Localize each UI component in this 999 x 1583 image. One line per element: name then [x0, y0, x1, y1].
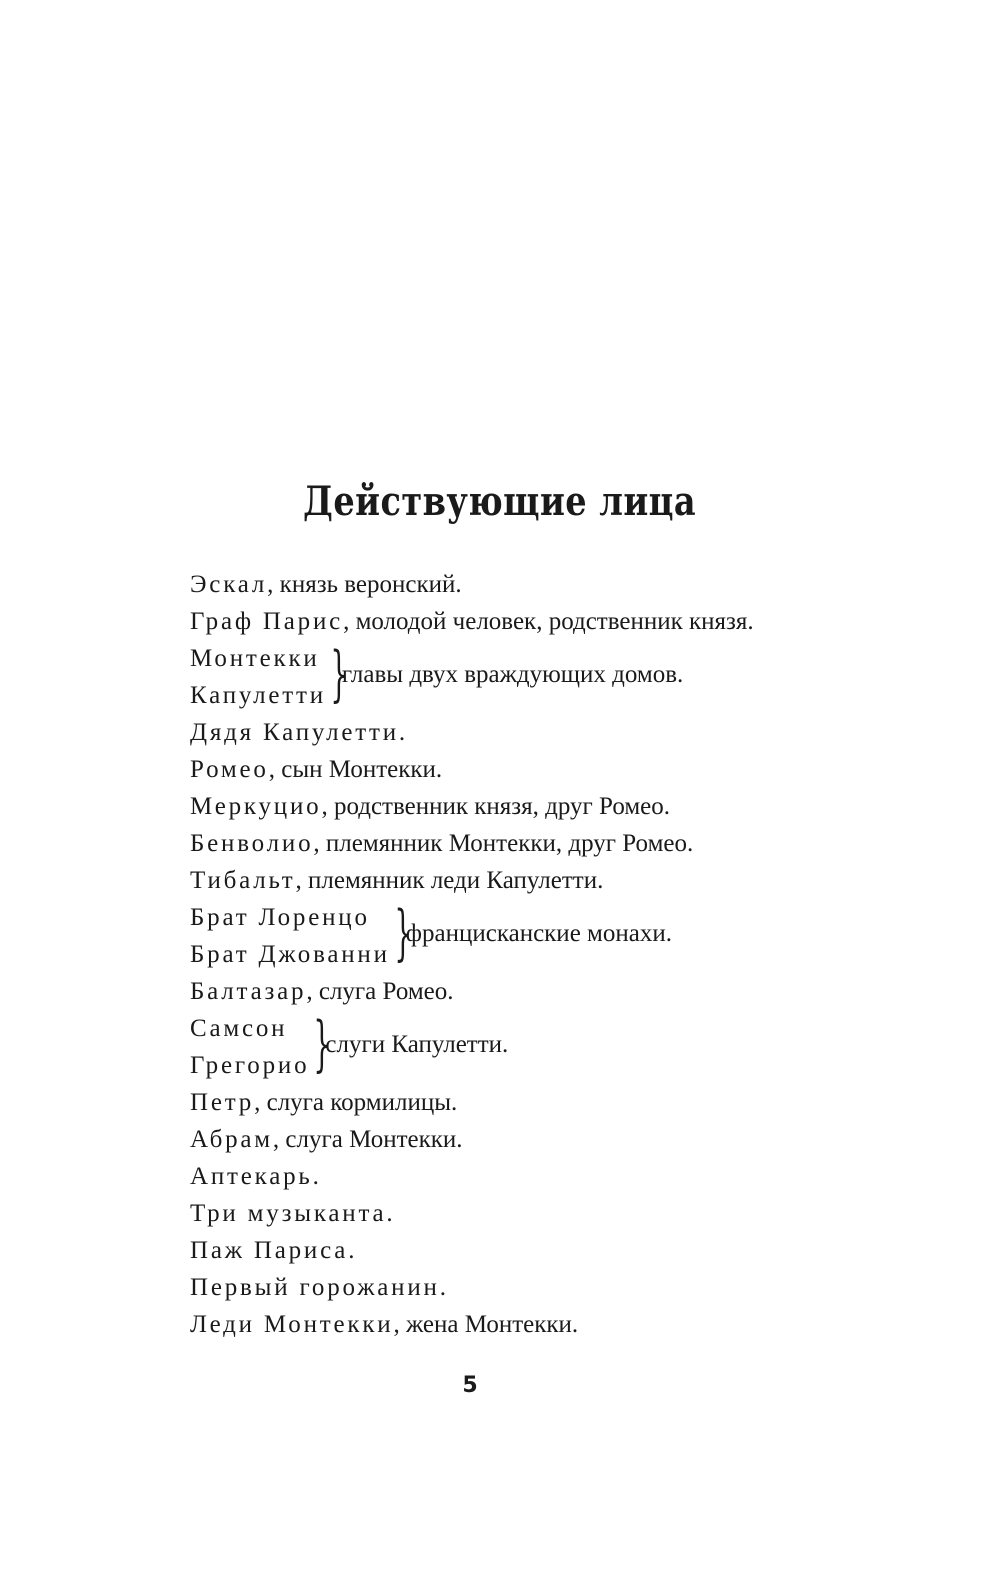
cast-name: Граф Парис — [190, 608, 344, 635]
cast-description: , племянник леди Капулетти. — [295, 867, 604, 894]
cast-name: Леди Монтекки — [190, 1311, 394, 1338]
right-brace-icon: } — [394, 898, 412, 968]
cast-name: Брат Лоренцо — [190, 904, 370, 931]
cast-name: Первый горожанин — [190, 1274, 440, 1301]
cast-entry — [190, 751, 890, 788]
cast-list — [190, 566, 890, 1343]
cast-description: , молодой человек, родственник князя. — [343, 608, 754, 635]
cast-entry — [190, 1195, 890, 1232]
cast-description: , сын Монтекки. — [268, 756, 443, 783]
right-brace-icon: } — [330, 639, 348, 709]
cast-group — [190, 899, 890, 973]
cast-group — [190, 1010, 890, 1084]
cast-name: Самсон — [190, 1015, 288, 1042]
page-number: 5 — [462, 1373, 478, 1398]
cast-group-description: главы двух враждующих домов. — [341, 661, 684, 688]
cast-entry — [190, 1121, 890, 1158]
right-brace-icon: } — [313, 1009, 331, 1079]
cast-entry — [190, 1158, 890, 1195]
cast-description: , жена Монтекки. — [393, 1311, 579, 1338]
cast-entry — [190, 862, 890, 899]
cast-name: Паж Париса — [190, 1237, 349, 1264]
cast-name: Эскал — [190, 571, 268, 598]
cast-description: . — [398, 719, 406, 746]
cast-entry — [190, 1306, 890, 1343]
cast-description: . — [439, 1274, 446, 1301]
cast-name: Бенволио — [190, 830, 314, 857]
cast-group-description: слуги Капулетти. — [325, 1031, 509, 1058]
cast-name: Балтазар — [190, 978, 307, 1005]
cast-name: Меркуцио — [190, 793, 322, 820]
page-title: Действующие лица — [303, 478, 697, 525]
cast-entry — [190, 788, 890, 825]
cast-description: , слуга Монтекки. — [272, 1126, 463, 1153]
cast-name: Капулетти — [190, 682, 326, 709]
cast-description: . — [386, 1200, 393, 1227]
cast-entry — [190, 566, 890, 603]
cast-name: Грегорио — [190, 1052, 310, 1079]
cast-description: , князь веронский. — [267, 571, 462, 598]
cast-name: Монтекки — [190, 645, 320, 672]
cast-name: Три музыканта — [190, 1200, 387, 1227]
cast-name: Петр — [190, 1089, 255, 1116]
cast-description: , племянник Монтекки, друг Ромео. — [313, 830, 694, 857]
cast-description: . — [348, 1237, 355, 1264]
cast-description: . — [312, 1163, 319, 1190]
cast-entry — [190, 1084, 890, 1121]
cast-description: , родственник князя, друг Ромео. — [321, 793, 671, 820]
cast-name: Брат Джованни — [190, 941, 390, 968]
cast-group — [190, 640, 890, 714]
cast-entry — [190, 1269, 890, 1306]
cast-entry — [190, 973, 890, 1010]
cast-description: , слуга Ромео. — [306, 978, 454, 1005]
cast-name: Аптекарь — [190, 1163, 313, 1190]
cast-name: Абрам — [190, 1126, 273, 1153]
cast-entry — [190, 714, 890, 751]
cast-name: Тибальт — [190, 867, 296, 894]
cast-entry — [190, 1232, 890, 1269]
cast-name: Дядя Капулетти — [190, 719, 399, 746]
cast-description: , слуга кормилицы. — [254, 1089, 458, 1116]
cast-entry — [190, 825, 890, 862]
cast-name: Ромео — [190, 756, 269, 783]
cast-entry — [190, 603, 890, 640]
cast-group-description: францисканские монахи. — [405, 920, 672, 947]
